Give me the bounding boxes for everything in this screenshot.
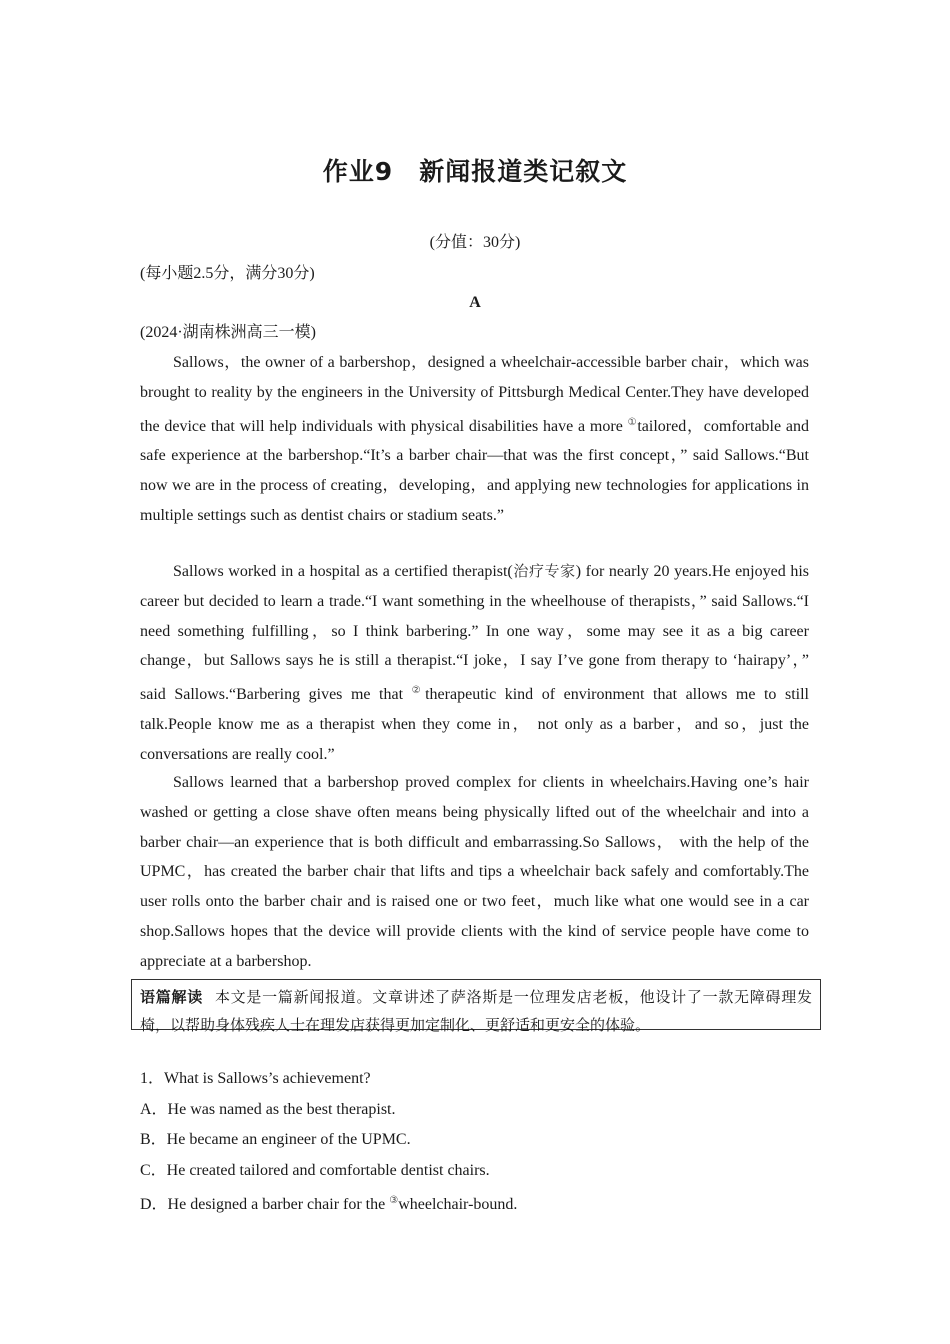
option-d — [140, 1190, 517, 1216]
passage-paragraph-2 — [140, 557, 809, 770]
paragraph-text: Sallows，the owner of a barbershop，designed a wheelchair-accessible barber chair，which was brought to reality by the engineers in the University of Pittsburgh Medical Center.They have developed the device that will help individuals with physical disabilities have a more — [140, 354, 809, 435]
chinese-gloss: 治疗专家 — [512, 562, 576, 580]
annotation-mark: ① — [627, 416, 638, 428]
score-info: (分值：30分) — [429, 234, 521, 251]
question-stem: 1．What is Sallows’s achievement? — [140, 1070, 371, 1087]
passage-source: (2024·湖南株洲高三一模) — [140, 324, 316, 341]
annotation-mark: ③ — [389, 1195, 399, 1206]
paragraph-text: ) for nearly 20 years.He enjoyed his career but decided to learn a trade.“I want something in the wheelhouse of therapists，” said Sallows.“I need something fulfilling，so I think barbering.” In one way，some may see it as a big career change，but Sallows says he is still a therapist.“I joke，I say I’ve gone from therapy to ‘hairapy’，” said Sallows.“Barbering gives me that — [140, 563, 809, 704]
annotation-mark: ② — [411, 685, 426, 697]
passage-paragraph-3 — [140, 768, 809, 977]
discourse-analysis-box — [131, 979, 821, 1034]
paragraph-text: Sallows learned that a barbershop proved complex for clients in wheelchairs.Having one’s hair washed or getting a close shave often means being physically lifted out of the wheelchair and into a barber chair—an experience that is both difficult and embarrassing.So Sallows， with the help of the UPMC，has created the barber chair that lifts and tips a wheelchair back safely and comfortably.The user rolls onto the barber chair and is raised one or two feet，much like what one would see in a car shop.Sallows hopes that the device will provide clients with the kind of service people have come to appreciate at a barbershop. — [140, 774, 809, 970]
section-label: A — [469, 294, 481, 311]
page-title: 作业9 新闻报道类记叙文 — [322, 157, 628, 186]
paragraph-text: tailored，comfortable and safe experience at the barbershop.“It’s a barber chair—that was the first concept，” said Sallows.“But now we are in the process of creating，developing，and applying new technologies for applications in multiple settings such as dentist chairs or stadium seats.” — [140, 417, 809, 524]
option-text: D．He designed a barber chair for the — [140, 1196, 390, 1213]
passage-paragraph-1 — [140, 348, 809, 531]
option-a: A．He was named as the best therapist. — [140, 1101, 396, 1118]
scoring-note: (每小题2.5分，满分30分) — [140, 265, 315, 282]
option-c: C．He created tailored and comfortable dentist chairs. — [140, 1162, 490, 1179]
analysis-label: 语篇解读 — [140, 988, 203, 1006]
paragraph-text: Sallows worked in a hospital as a certified therapist( — [173, 563, 513, 580]
option-b: B．He became an engineer of the UPMC. — [140, 1131, 411, 1148]
paragraph-text: therapeutic kind of environment that allows me to still talk.People know me as a therapist when they come in， not only as a barber，and so，just the conversations are really cool.” — [140, 686, 809, 763]
analysis-text: 本文是一篇新闻报道。文章讲述了萨洛斯是一位理发店老板，他设计了一款无障碍理发椅，以帮助身体残疾人士在理发店获得更加定制化、更舒适和更安全的体验。 — [140, 988, 812, 1034]
option-text: wheelchair-bound. — [398, 1196, 518, 1213]
